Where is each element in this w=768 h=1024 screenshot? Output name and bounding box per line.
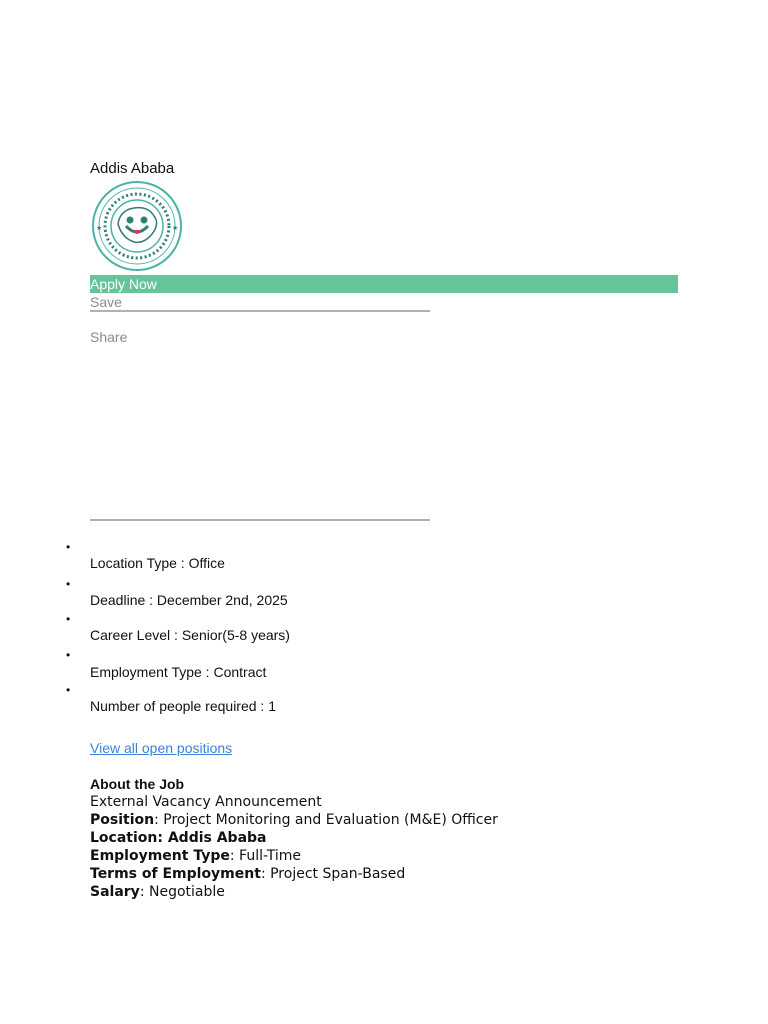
svg-text:★: ★ (172, 224, 179, 232)
location-line (90, 829, 267, 847)
company-location: Addis Ababa (90, 160, 175, 177)
meta-people-required: Number of people required : 1 (90, 698, 276, 714)
meta-deadline: Deadline : December 2nd, 2025 (90, 592, 288, 608)
terms-line (90, 865, 405, 883)
apply-now-button[interactable]: Apply Now (90, 276, 157, 292)
terms-label: Terms of Employment (90, 866, 261, 882)
bullet-dot: • (66, 540, 71, 554)
employment-type-line (90, 847, 301, 865)
svg-text:★: ★ (96, 224, 103, 232)
bullet-dot: • (66, 577, 71, 591)
vacancy-heading: External Vacancy Announcement (90, 794, 322, 810)
view-all-positions-link[interactable]: View all open positions (90, 740, 233, 756)
employment-type-label: Employment Type (90, 848, 230, 864)
salary-label: Salary (90, 884, 140, 900)
location-label: Location: Addis Ababa (90, 830, 267, 846)
meta-employment-type: Employment Type : Contract (90, 664, 267, 680)
bullet-dot: • (66, 648, 71, 662)
employment-type-value: : Full-Time (229, 848, 302, 864)
meta-career-level: Career Level : Senior(5-8 years) (90, 627, 290, 643)
bullet-dot: • (66, 683, 71, 697)
terms-value: : Project Span-Based (260, 866, 406, 882)
divider (90, 310, 430, 312)
share-button[interactable]: Share (90, 329, 128, 345)
save-button[interactable]: Save (90, 294, 122, 310)
meta-location-type: Location Type : Office (90, 555, 225, 571)
position-value: : Project Monitoring and Evaluation (M&E) Officer (154, 812, 498, 828)
apply-now-bar[interactable] (90, 275, 678, 293)
divider (90, 519, 430, 521)
about-job-title: About the Job (90, 776, 185, 792)
bullet-dot: • (66, 612, 71, 626)
position-line (90, 811, 498, 829)
salary-value: : Negotiable (139, 884, 225, 900)
salary-line (90, 883, 225, 901)
position-label: Position (90, 812, 155, 828)
organization-seal-logo (90, 178, 184, 274)
